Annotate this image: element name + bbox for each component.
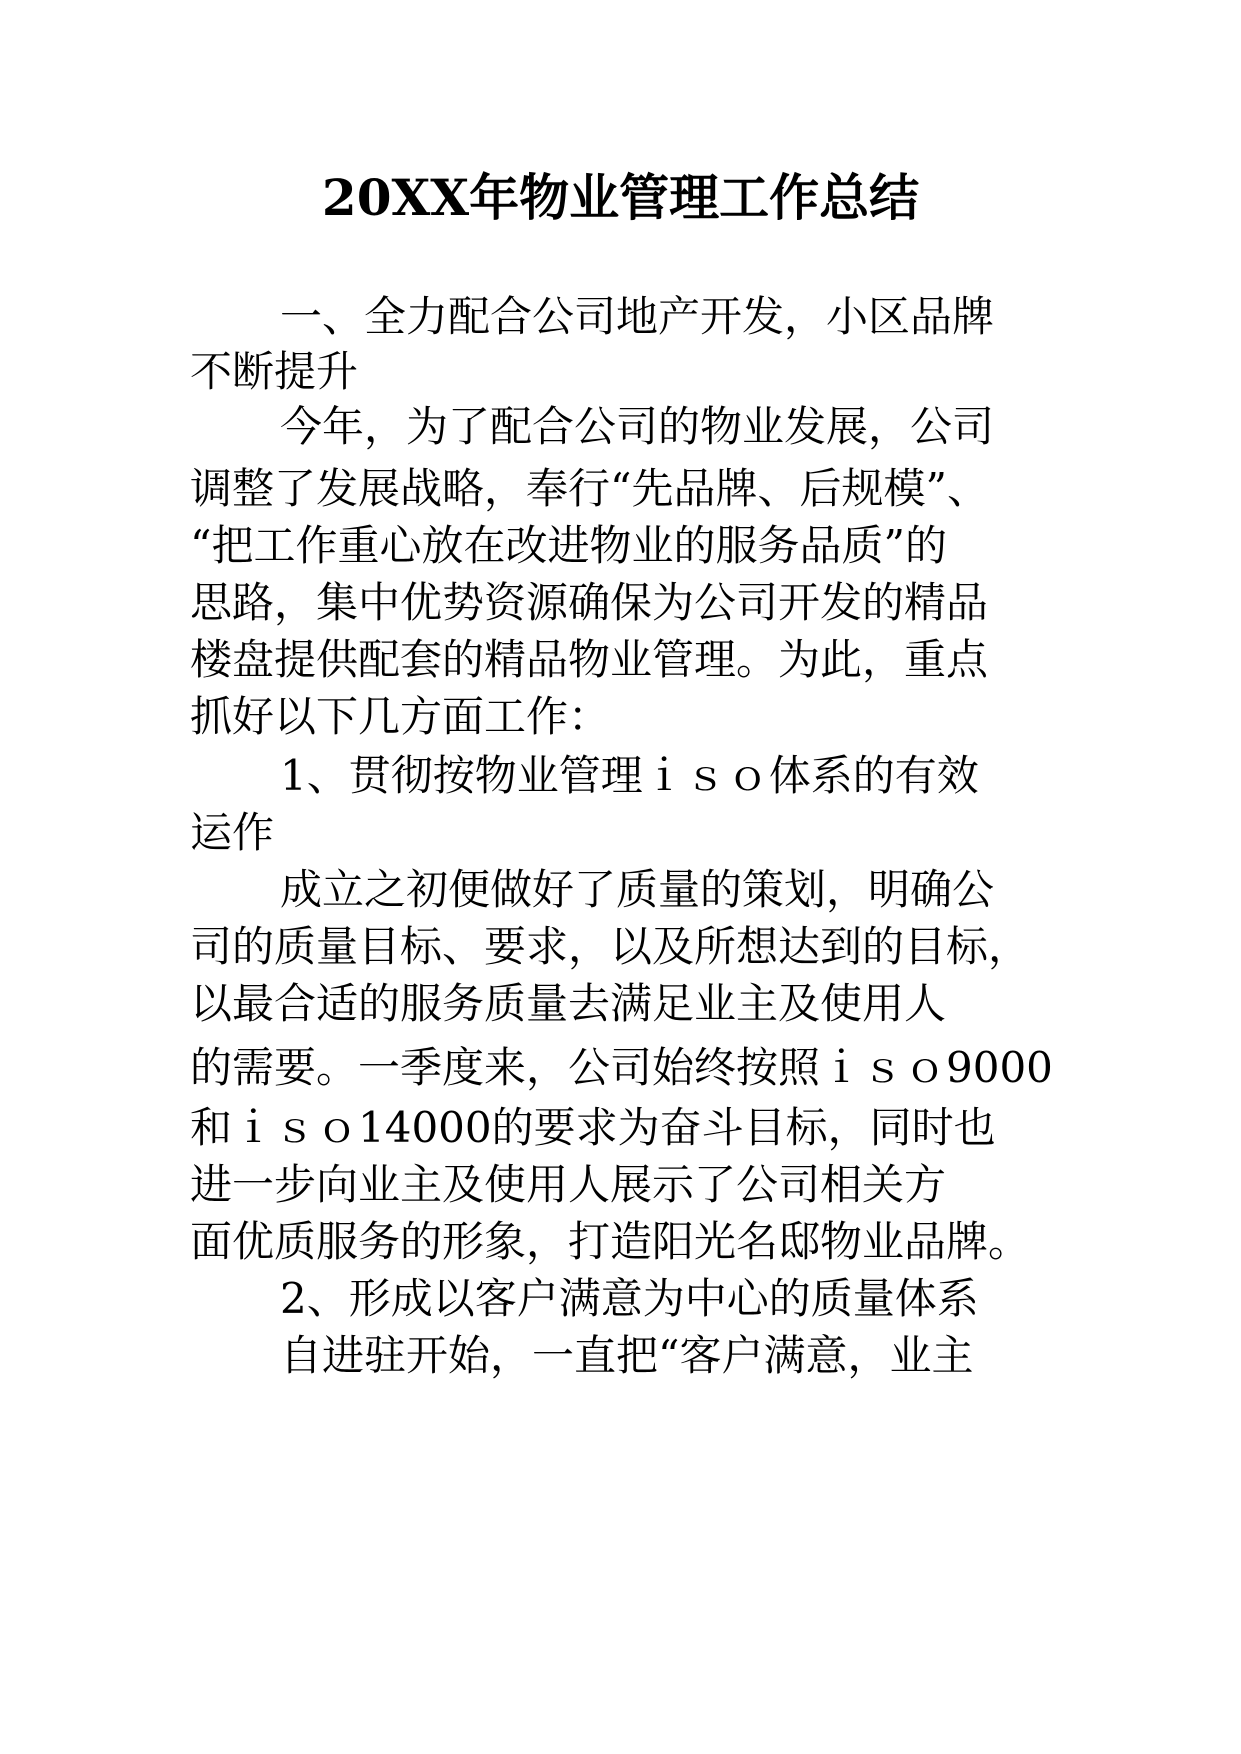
paragraph-line: 司的质量目标、要求，以及所想达到的目标， [190,922,1031,971]
paragraph-line: 成立之初便做好了质量的策划，明确公 [280,865,995,914]
paragraph-line: 进一步向业主及使用人展示了公司相关方 [190,1160,947,1209]
paragraph-line: “把工作重心放在改进物业的服务品质”的 [190,521,947,570]
paragraph-line: 和ｉｓｏ14000的要求为奋斗目标，同时也 [190,1103,996,1152]
paragraph-line: 的需要。一季度来，公司始终按照ｉｓｏ9000 [190,1043,1053,1092]
paragraph-line: 抓好以下几方面工作： [190,692,611,741]
heading-section-1-cont: 不断提升 [190,347,359,396]
subheading-1: 1、贯彻按物业管理ｉｓｏ体系的有效 [280,751,979,800]
paragraph-line: 自进驻开始，一直把“客户满意，业主 [280,1331,974,1380]
paragraph-line: 今年，为了配合公司的物业发展，公司 [280,402,995,451]
paragraph-line: 面优质服务的形象，打造阳光名邸物业品牌。 [190,1217,1031,1266]
heading-section-1: 一、全力配合公司地产开发，小区品牌 [280,292,995,341]
paragraph-line: 调整了发展战略，奉行“先品牌、后规模”、 [190,464,989,513]
paragraph-line: 楼盘提供配套的精品物业管理。为此，重点 [190,635,989,684]
document-title: 20XX年物业管理工作总结 [321,168,920,227]
subheading-1-cont: 运作 [190,808,275,857]
paragraph-line: 以最合适的服务质量去满足业主及使用人 [190,979,947,1028]
paragraph-line: 思路，集中优势资源确保为公司开发的精品 [190,578,989,627]
subheading-2: 2、形成以客户满意为中心的质量体系 [280,1274,979,1323]
